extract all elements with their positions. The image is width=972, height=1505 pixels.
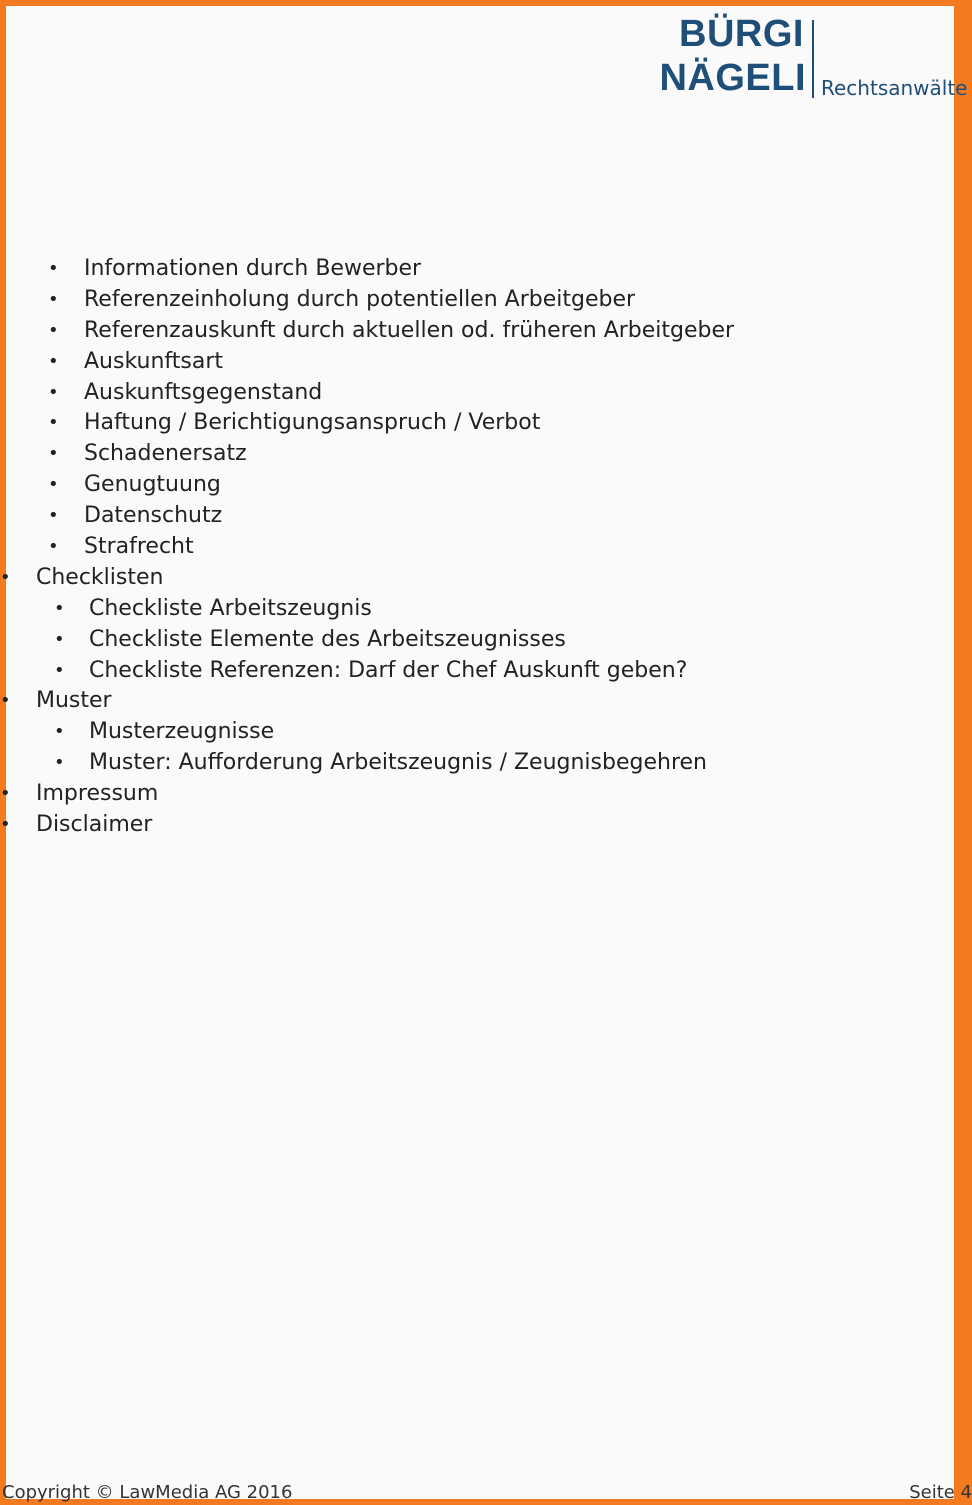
logo-divider [812, 20, 814, 98]
list-item-link[interactable]: Auskunftsart [84, 348, 224, 374]
bullet-icon: • [48, 505, 59, 527]
bullet-icon: • [0, 566, 11, 588]
bullet-icon: • [48, 288, 59, 310]
list-item-link[interactable]: Checkliste Arbeitszeugnis [89, 595, 372, 621]
list-item[interactable] [6, 656, 946, 687]
list-item[interactable] [6, 748, 946, 779]
footer-copyright: Copyright © LawMedia AG 2016 [2, 1482, 293, 1503]
list-item-link[interactable]: Auskunftsgegenstand [84, 379, 323, 405]
list-item[interactable] [6, 285, 946, 316]
list-item[interactable] [0, 779, 946, 810]
footer-page-number: Seite 4 [909, 1482, 972, 1503]
list-item[interactable] [6, 532, 946, 563]
bullet-icon: • [48, 536, 59, 558]
list-item[interactable] [6, 717, 946, 748]
list-item-link[interactable]: Impressum [36, 781, 159, 807]
list-item[interactable] [0, 810, 946, 841]
bullet-icon: • [0, 783, 11, 805]
bullet-icon: • [48, 319, 59, 341]
table-of-contents [0, 254, 946, 841]
list-item-link[interactable]: Referenzauskunft durch aktuellen od. früheren Arbeitgeber [84, 317, 735, 343]
logo-tagline: Rechtsanwälte [821, 76, 968, 100]
list-item[interactable] [6, 439, 946, 470]
list-item[interactable] [6, 316, 946, 347]
list-item-link[interactable]: Musterzeugnisse [89, 719, 275, 745]
bullet-icon: • [48, 350, 59, 372]
list-item[interactable] [6, 254, 946, 285]
list-item-link[interactable]: Disclaimer [36, 812, 153, 838]
logo-name-line2: NÄGELI [659, 57, 806, 99]
bullet-icon: • [0, 814, 11, 836]
list-item-link[interactable]: Muster [36, 688, 112, 714]
list-item[interactable] [6, 470, 946, 501]
list-item-link[interactable]: Datenschutz [84, 503, 223, 529]
bullet-icon: • [48, 443, 59, 465]
bullet-icon: • [54, 721, 65, 743]
list-item[interactable] [6, 378, 946, 409]
firm-logo [656, 12, 966, 104]
document-page [0, 6, 972, 1503]
list-item-link[interactable]: Haftung / Berichtigungsanspruch / Verbot [84, 410, 541, 436]
list-item[interactable] [6, 594, 946, 625]
list-item[interactable] [0, 686, 946, 717]
bullet-icon: • [54, 659, 65, 681]
list-item[interactable] [0, 563, 946, 594]
bullet-icon: • [54, 752, 65, 774]
bullet-icon: • [0, 690, 11, 712]
logo-name-line1: BÜRGI [679, 13, 804, 55]
bullet-icon: • [48, 412, 59, 434]
logo-names [656, 12, 806, 100]
list-item-link[interactable]: Genugtuung [84, 472, 221, 498]
list-item[interactable] [6, 625, 946, 656]
list-item-link[interactable]: Muster: Aufforderung Arbeitszeugnis / Zeugnisbegehren [89, 750, 707, 776]
list-item-link[interactable]: Checklisten [36, 564, 164, 590]
bullet-icon: • [54, 628, 65, 650]
bullet-icon: • [48, 258, 59, 279]
bullet-icon: • [48, 381, 59, 403]
list-item[interactable] [6, 501, 946, 532]
list-item-link[interactable]: Checkliste Elemente des Arbeitszeugnisses [89, 626, 566, 652]
bullet-icon: • [48, 474, 59, 496]
list-item-link[interactable]: Strafrecht [84, 534, 194, 560]
list-item-link[interactable]: Checkliste Referenzen: Darf der Chef Auskunft geben? [89, 657, 688, 683]
bullet-icon: • [54, 597, 65, 619]
list-item-link[interactable]: Referenzeinholung durch potentiellen Arbeitgeber [84, 286, 636, 312]
list-item[interactable] [6, 347, 946, 378]
list-item-link[interactable]: Informationen durch Bewerber [84, 256, 422, 281]
list-item-link[interactable]: Schadenersatz [84, 441, 247, 467]
list-item[interactable] [6, 408, 946, 439]
